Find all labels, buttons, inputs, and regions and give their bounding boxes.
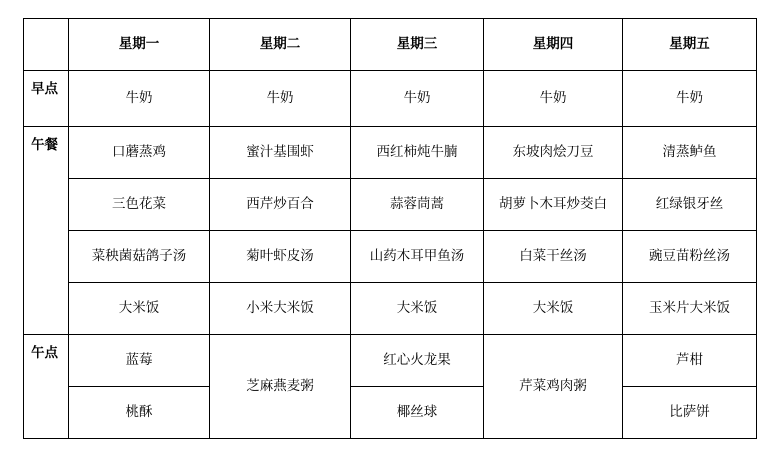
lunch-row-main bbox=[24, 127, 757, 179]
lunch-veg-tuesday: 西芹炒百合 bbox=[210, 179, 351, 231]
snack-wednesday-2: 椰丝球 bbox=[351, 387, 484, 439]
snack-thursday: 芹菜鸡肉粥 bbox=[484, 335, 623, 439]
lunch-staple-monday: 大米饭 bbox=[69, 283, 210, 335]
snack-monday-2: 桃酥 bbox=[69, 387, 210, 439]
lunch-label: 午餐 bbox=[24, 127, 69, 335]
corner-cell bbox=[24, 19, 69, 71]
snack-row-2 bbox=[24, 387, 757, 439]
breakfast-wednesday: 牛奶 bbox=[351, 71, 484, 127]
lunch-row-staple bbox=[24, 283, 757, 335]
lunch-main-wednesday: 西红柿炖牛腩 bbox=[351, 127, 484, 179]
lunch-veg-thursday: 胡萝卜木耳炒茭白 bbox=[484, 179, 623, 231]
lunch-staple-thursday: 大米饭 bbox=[484, 283, 623, 335]
lunch-row-soup bbox=[24, 231, 757, 283]
snack-friday-2: 比萨饼 bbox=[623, 387, 757, 439]
lunch-veg-friday: 红绿银牙丝 bbox=[623, 179, 757, 231]
day-header-tuesday: 星期二 bbox=[210, 19, 351, 71]
breakfast-thursday: 牛奶 bbox=[484, 71, 623, 127]
snack-tuesday: 芝麻燕麦粥 bbox=[210, 335, 351, 439]
snack-wednesday-1: 红心火龙果 bbox=[351, 335, 484, 387]
day-header-thursday: 星期四 bbox=[484, 19, 623, 71]
lunch-veg-monday: 三色花菜 bbox=[69, 179, 210, 231]
breakfast-tuesday: 牛奶 bbox=[210, 71, 351, 127]
lunch-main-friday: 清蒸鲈鱼 bbox=[623, 127, 757, 179]
snack-friday-1: 芦柑 bbox=[623, 335, 757, 387]
snack-monday-1: 蓝莓 bbox=[69, 335, 210, 387]
lunch-soup-tuesday: 菊叶虾皮汤 bbox=[210, 231, 351, 283]
lunch-veg-wednesday: 蒜蓉茼蒿 bbox=[351, 179, 484, 231]
lunch-staple-wednesday: 大米饭 bbox=[351, 283, 484, 335]
lunch-staple-friday: 玉米片大米饭 bbox=[623, 283, 757, 335]
lunch-main-tuesday: 蜜汁基围虾 bbox=[210, 127, 351, 179]
snack-row-1 bbox=[24, 335, 757, 387]
lunch-main-thursday: 东坡肉烩刀豆 bbox=[484, 127, 623, 179]
breakfast-label: 早点 bbox=[24, 71, 69, 127]
breakfast-friday: 牛奶 bbox=[623, 71, 757, 127]
lunch-staple-tuesday: 小米大米饭 bbox=[210, 283, 351, 335]
day-header-monday: 星期一 bbox=[69, 19, 210, 71]
lunch-row-vegetable bbox=[24, 179, 757, 231]
lunch-soup-friday: 豌豆苗粉丝汤 bbox=[623, 231, 757, 283]
header-row bbox=[24, 19, 757, 71]
breakfast-row bbox=[24, 71, 757, 127]
lunch-soup-wednesday: 山药木耳甲鱼汤 bbox=[351, 231, 484, 283]
day-header-friday: 星期五 bbox=[623, 19, 757, 71]
weekly-menu-table bbox=[23, 18, 757, 439]
lunch-soup-monday: 菜秧菌菇鸽子汤 bbox=[69, 231, 210, 283]
snack-label: 午点 bbox=[24, 335, 69, 439]
lunch-soup-thursday: 白菜干丝汤 bbox=[484, 231, 623, 283]
breakfast-monday: 牛奶 bbox=[69, 71, 210, 127]
lunch-main-monday: 口蘑蒸鸡 bbox=[69, 127, 210, 179]
day-header-wednesday: 星期三 bbox=[351, 19, 484, 71]
